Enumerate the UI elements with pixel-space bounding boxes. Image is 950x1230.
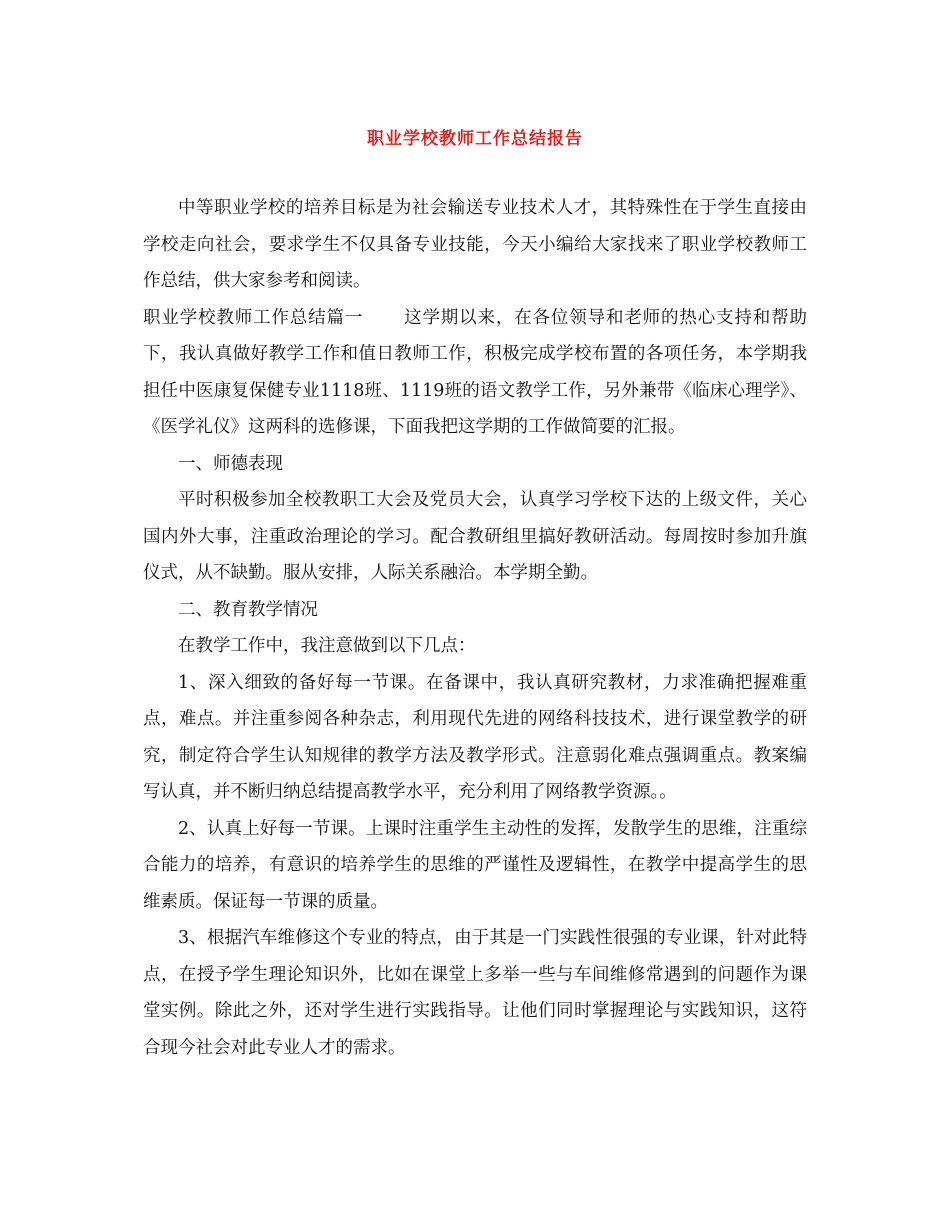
teaching-point-3: 3、根据汽车维修这个专业的特点，由于其是一门实践性很强的专业课，针对此特点，在授予学生理论知识外，比如在课堂上多举一些与车间维修常遇到的问题作为课堂实例。除此之外，还对学生进行实践指导。让他们同时掌握理论与实践知识，这符合现今社会对此专业人才的需求。 <box>143 928 807 1058</box>
ethics-paragraph: 平时积极参加全校教职工大会及党员大会，认真学习学校下达的上级文件，关心国内外大事，注重政治理论的学习。配合教研组里搞好教研活动。每周按时参加升旗仪式，从不缺勤。服从安排，人际关系融洽。本学期全勤。 <box>143 490 807 583</box>
section-one-paragraph <box>143 300 807 446</box>
teaching-intro: 在教学工作中，我注意做到以下几点： <box>178 636 476 656</box>
teaching-point-1: 1、深入细致的备好每一节课。在备课中，我认真研究教材，力求准确把握难重点，难点。并注重参阅各种杂志，利用现代先进的网络科技技术，进行课堂教学的研究，制定符合学生认知规律的教学方法及教学形式。注意弱化难点强调重点。教案编写认真，并不断归纳总结提高教学水平，充分利用了网络教学资源。。 <box>143 672 807 802</box>
heading-teaching: 二、教育教学情况 <box>178 599 318 620</box>
intro-paragraph: 中等职业学校的培养目标是为社会输送专业技术人才，其特殊性在于学生直接由学校走向社会，要求学生不仅具备专业技能，今天小编给大家找来了职业学校教师工作总结，供大家参考和阅读。 <box>143 198 807 291</box>
heading-ethics: 一、师德表现 <box>178 453 283 474</box>
document-body <box>143 190 807 1066</box>
teaching-point-2: 2、认真上好每一节课。上课时注重学生主动性的发挥，发散学生的思维，注重综合能力的培养，有意识的培养学生的思维的严谨性及逻辑性，在教学中提高学生的思维素质。保证每一节课的质量。 <box>143 818 807 912</box>
section-text: 这学期以来，在各位领导和老师的热心支持和帮助下，我认真做好教学工作和值日教师工作，积极完成学校布置的各项任务，本学期我担任中医康复保健专业1118班、1119班的语文教学工作，另外兼带《临床心理学》、《医学礼仪》这两科的选修课，下面我把这学期的工作做简要的汇报。 <box>143 307 807 437</box>
document-title: 职业学校教师工作总结报告 <box>367 129 583 149</box>
section-label: 职业学校教师工作总结篇一 <box>143 307 364 328</box>
